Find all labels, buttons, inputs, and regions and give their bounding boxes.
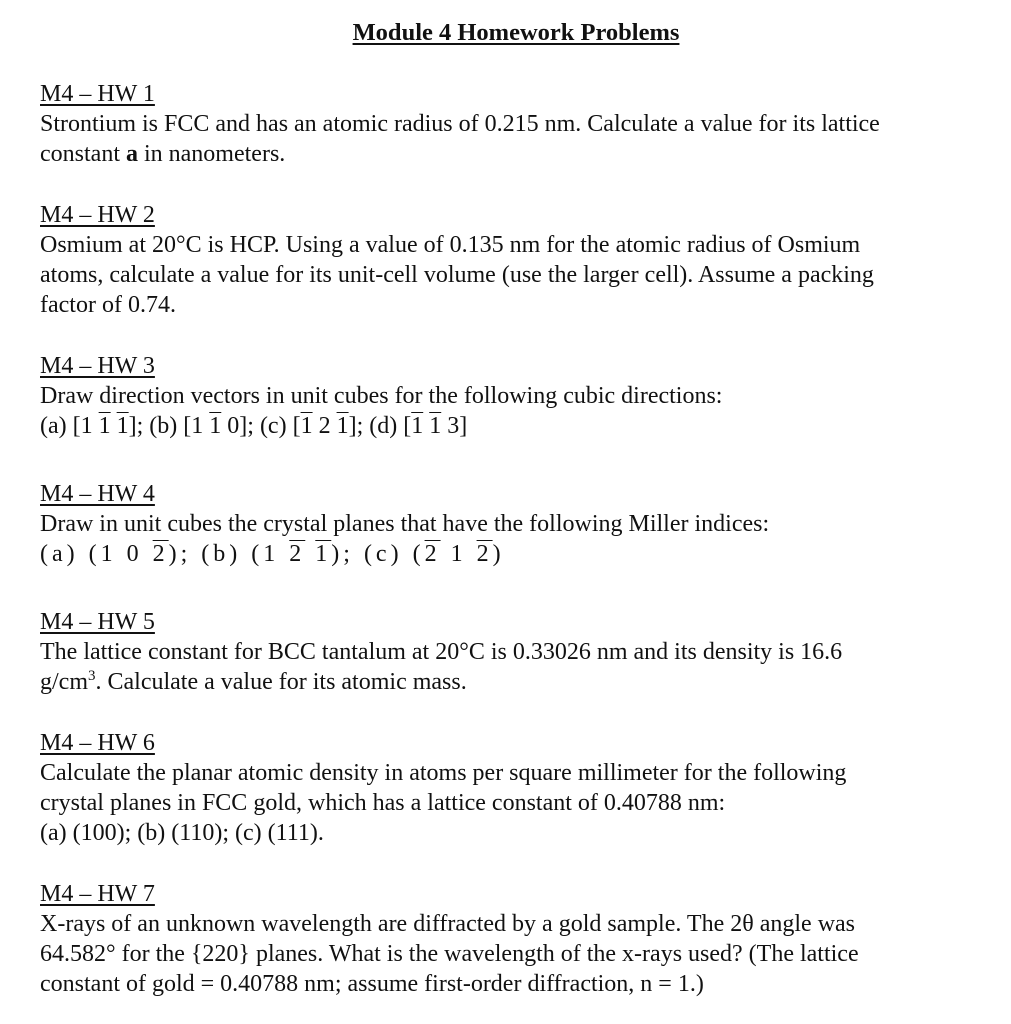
problem-text: factor of 0.74. (40, 292, 176, 318)
problem-heading: M4 – HW 4 (40, 481, 155, 507)
miller-planes: (a) (1 0 2); (b) (1 2 1); (c) (2 1 2) (40, 541, 505, 567)
problem-hw5 (40, 607, 980, 697)
problem-text: Strontium is FCC and has an atomic radius of 0.215 nm. Calculate a value for its lattice (40, 111, 880, 137)
problem-text: 64.582° for the {220} planes. What is the wavelength of the x-rays used? (The lattice (40, 941, 859, 967)
problem-text: Draw direction vectors in unit cubes for the following cubic directions: (40, 383, 723, 409)
problem-heading: M4 – HW 2 (40, 202, 155, 228)
problem-text: Draw in unit cubes the crystal planes that have the following Miller indices: (40, 511, 770, 537)
problem-heading: M4 – HW 1 (40, 81, 155, 107)
problem-text: crystal planes in FCC gold, which has a lattice constant of 0.40788 nm: (40, 790, 726, 816)
problem-text: $g/cm^3$. Calculate a value for its atomic mass. (40, 668, 467, 695)
problem-hw7 (40, 879, 980, 999)
miller-directions: (a) [1 1 1]; (b) [1 1 0]; (c) [1 2 1]; (d) [1 1 3] (40, 413, 468, 439)
problem-heading: M4 – HW 6 (40, 730, 155, 756)
problem-text: atoms, calculate a value for its unit-cell volume (use the larger cell). Assume a packing (40, 262, 874, 288)
page-title: Module 4 Homework Problems (352, 19, 680, 46)
problem-hw2 (40, 200, 980, 320)
problem-hw1 (40, 79, 980, 169)
problem-hw4 (40, 479, 980, 569)
problem-text: constant a in nanometers. (40, 141, 286, 167)
problem-text: The lattice constant for BCC tantalum at 20°C is 0.33026 nm and its density is 16.6 (40, 639, 843, 665)
problem-heading: M4 – HW 7 (40, 881, 155, 907)
problem-heading: M4 – HW 5 (40, 609, 155, 635)
problem-text: (a) (100); (b) (110); (c) (111). (40, 820, 324, 846)
problem-hw6 (40, 728, 980, 848)
problem-text: X-rays of an unknown wavelength are diffracted by a gold sample. The 2θ angle was (40, 911, 856, 937)
problem-hw3 (40, 351, 980, 441)
problem-text: constant of gold = 0.40788 nm; assume first-order diffraction, n = 1.) (40, 971, 704, 997)
problem-heading: M4 – HW 3 (40, 353, 155, 379)
problem-text: Calculate the planar atomic density in atoms per square millimeter for the following (40, 760, 847, 786)
problem-text: Osmium at 20°C is HCP. Using a value of 0.135 nm for the atomic radius of Osmium (40, 232, 861, 258)
